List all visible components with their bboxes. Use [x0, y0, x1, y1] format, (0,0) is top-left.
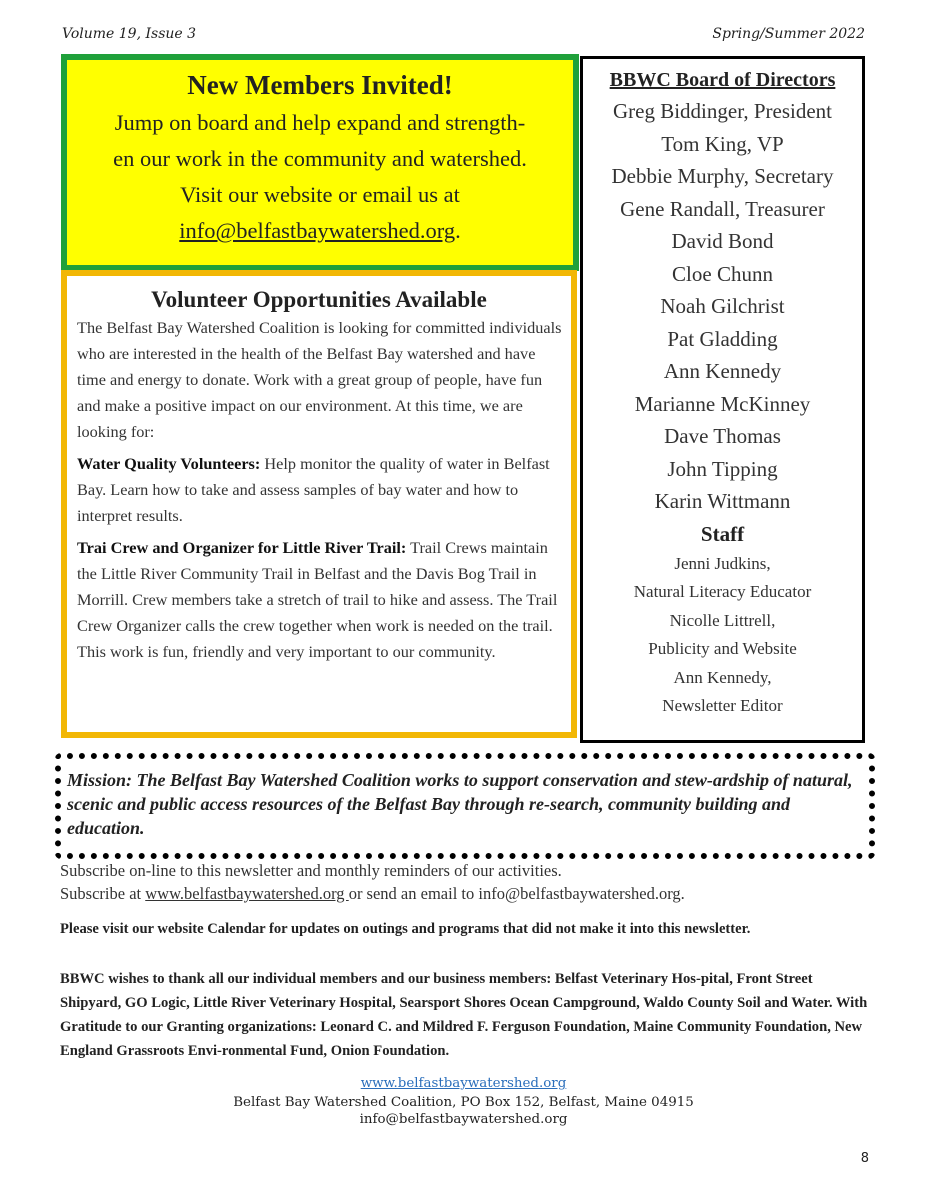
new-members-line: Visit our website or email us at [180, 182, 460, 207]
board-member: Ann Kennedy [663, 359, 782, 383]
new-members-email-link[interactable]: info@belfastbaywatershed.org [179, 218, 456, 243]
staff-line: Ann Kennedy, [673, 667, 772, 687]
board-member: Cloe Chunn [672, 261, 773, 286]
staff-line: Jenni Judkins, [674, 553, 771, 573]
new-members-email-line [73, 213, 567, 249]
water-quality-paragraph [77, 451, 565, 529]
new-members-box [61, 54, 579, 271]
mission-box [55, 753, 875, 859]
volume-issue: Volume 19, Issue 3 [62, 26, 197, 42]
new-members-title: New Members Invited! [187, 70, 453, 100]
volunteer-intro: The Belfast Bay Watershed Coalition is looking for committed individuals who are interested in the health of the Belfast Bay watershed and have time and energy to donate. Work with a great group of people, have fun and make a positive impact on our environment. At this time, we are looking for: [77, 318, 562, 441]
subscribe-line-2 [60, 884, 685, 904]
subscribe-prefix: Subscribe at [60, 884, 146, 903]
trail-crew-text: Trail Crews maintain the Little River Community Trail in Belfast and the Davis Bog Trail in Morrill. Crew members take a stretch of trail to hike and assess. The Trail Crew Organizer calls the crew together when work is needed on the trail. This work is fun, friendly and very important to our community. [77, 538, 558, 661]
board-member-list [583, 95, 862, 518]
staff-line: Natural Literacy Educator [633, 582, 812, 601]
footer-email: info@belfastbaywatershed.org [359, 1112, 568, 1127]
board-member: Noah Gilchrist [660, 294, 785, 318]
water-quality-label: Water Quality Volunteers: [77, 454, 261, 473]
email-period: . [455, 218, 461, 243]
footer-website-link [0, 1076, 927, 1091]
new-members-line: Jump on board and help expand and strength- [114, 110, 526, 135]
board-member: Gene Randall, Treasurer [620, 196, 825, 221]
new-members-line: en our work in the community and watershed. [113, 146, 527, 171]
footer-website[interactable]: www.belfastbaywatershed.org [360, 1076, 567, 1091]
trail-crew-paragraph [77, 535, 565, 665]
board-member: Greg Biddinger, President [612, 99, 833, 123]
season-date: Spring/Summer 2022 [712, 26, 865, 42]
trail-crew-label: Trai Crew and Organizer for Little River Trail: [77, 538, 407, 557]
mission-statement: Mission: The Belfast Bay Watershed Coalition works to support conservation and stew-ardship of natural, scenic and public access resources of the Belfast Bay through re-search, community building and education. [67, 770, 853, 838]
visit-calendar-note: Please visit our website Calendar for updates on outings and programs that did not make it into this newsletter. [60, 921, 751, 937]
board-member: John Tipping [667, 456, 778, 481]
subscribe-suffix: or send an email to info@belfastbaywatershed.org. [348, 884, 685, 903]
board-member: Karin Wittmann [654, 489, 791, 513]
board-member: Dave Thomas [664, 424, 781, 448]
staff-list [583, 550, 862, 721]
volunteer-title: Volunteer Opportunities Available [151, 287, 487, 312]
board-title: BBWC Board of Directors [609, 69, 836, 91]
subscribe-website-link[interactable]: www.belfastbaywatershed.org [145, 884, 349, 903]
board-member: David Bond [671, 229, 774, 253]
staff-title: Staff [700, 521, 745, 546]
thanks-paragraph: BBWC wishes to thank all our individual members and our business members: Belfast Veterinary Hos-pital, Front Street Shipyard, GO Logic, Little River Veterinary Hospital, Searsport Shores Ocean Campground, Waldo County Soil and Water. With Gratitude to our Granting organizations: Leonard C. and Mildred F. Ferguson Foundation, Maine Community Foundation, New England Grassroots Envi-ronmental Fund, Onion Foundation. [60, 971, 868, 1059]
board-member: Marianne McKinney [634, 391, 811, 416]
board-of-directors-box [580, 56, 865, 743]
staff-line: Newsletter Editor [662, 696, 783, 715]
water-quality-text: Help monitor the quality of water in Belfast Bay. Learn how to take and assess samples of bay water and how to interpret results. [77, 454, 550, 525]
page-number: 8 [860, 1151, 869, 1166]
subscribe-line-1: Subscribe on-line to this newsletter and monthly reminders of our activities. [60, 861, 562, 880]
board-member: Debbie Murphy, Secretary [611, 164, 834, 188]
board-member: Tom King, VP [661, 131, 784, 156]
staff-line: Publicity and Website [648, 639, 797, 658]
volunteer-box [61, 270, 577, 738]
new-members-body [67, 105, 573, 249]
staff-line: Nicolle Littrell, [669, 610, 776, 630]
footer-address: Belfast Bay Watershed Coalition, PO Box 152, Belfast, Maine 04915 [233, 1095, 694, 1110]
board-member: Pat Gladding [667, 326, 778, 351]
